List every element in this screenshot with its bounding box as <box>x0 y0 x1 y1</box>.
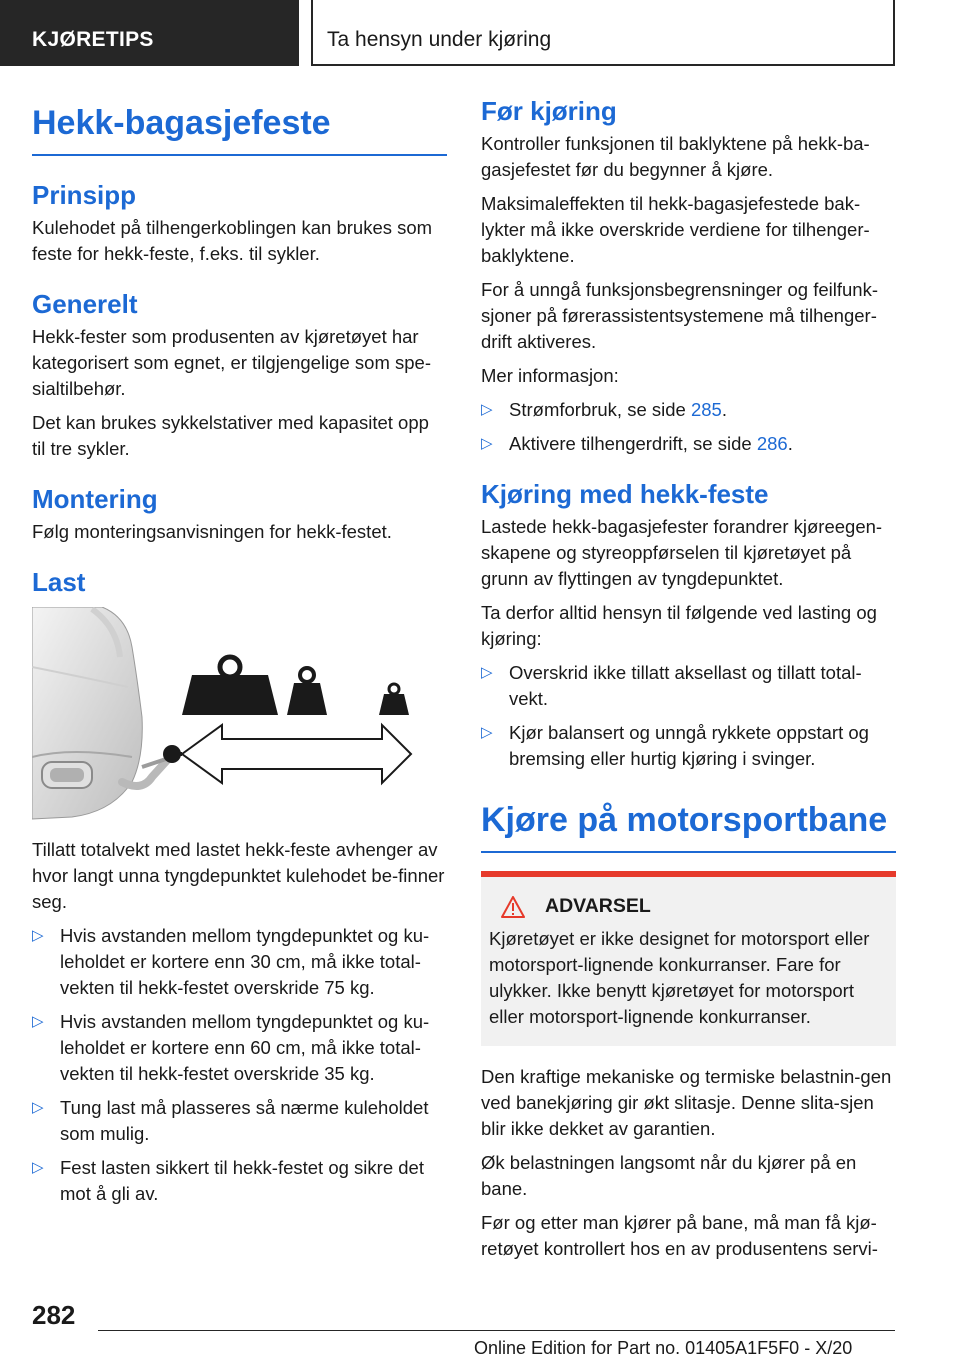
load-illustration <box>32 607 447 825</box>
load-diagram-image <box>32 607 447 825</box>
motorsport-title: Kjøre på motorsportbane <box>481 800 896 853</box>
section-tab: KJØRETIPS <box>0 0 299 66</box>
weight-medium-icon <box>287 668 327 715</box>
triangle-right-icon: ▷ <box>32 1098 44 1116</box>
list-item: ▷ Hvis avstanden mellom tyngdepunktet og ku-leholdet er kortere enn 30 cm, må ikke total-vekten til hekk-festet overskride 75 kg. <box>32 924 430 998</box>
heading-prinsipp: Prinsipp <box>32 179 137 210</box>
edition-text: Online Edition for Part no. 01405A1F5F0 - X/20 <box>474 1338 853 1358</box>
warning-triangle-icon <box>501 896 525 918</box>
list-item: ▷ Tung last må plasseres så nærme kuleholdet som mulig. <box>32 1096 429 1144</box>
triangle-right-icon: ▷ <box>32 1158 44 1176</box>
heading-kjoring-hekk: Kjøring med hekk-feste <box>481 479 769 510</box>
distance-arrow <box>182 725 411 783</box>
kjoring-hekk-list <box>481 660 896 772</box>
triangle-right-icon: ▷ <box>481 724 493 742</box>
list-item: ▷ Fest lasten sikkert til hekk-festet og sikre det mot å gli av. <box>32 1156 424 1204</box>
info-list <box>481 397 896 457</box>
warning-text: Kjøretøyet er ikke designet for motorsport eller motorsport-lignende konkurranser. Fare for ulykker. Ikke benytt kjøretøyet for motorsport eller motorsport-lignende konkurranser. <box>489 928 870 1028</box>
page-link-286[interactable]: 286 <box>756 433 788 455</box>
triangle-right-icon: ▷ <box>481 664 493 682</box>
page-link-285[interactable]: 285 <box>690 399 722 421</box>
weight-large-icon <box>182 657 278 715</box>
triangle-right-icon: ▷ <box>481 401 493 419</box>
generelt-text-2: Det kan brukes sykkelstativer med kapasitet opp til tre sykler. <box>32 412 429 460</box>
motorsport-text-2: Øk belastningen langsomt når du kjører på en bane. <box>481 1152 857 1200</box>
list-item: ▷ Overskrid ikke tillatt aksellast og tillatt total-vekt. <box>481 662 862 710</box>
motorsport-text-1: Den kraftige mekaniske og termiske belastnin-gen ved banekjøring gir økt slitasje. Denne slita-sjen blir ikke dekket av garantien. <box>481 1066 892 1140</box>
for-kjoring-text-4: Mer informasjon: <box>481 365 619 387</box>
weight-small-icon <box>379 684 409 715</box>
left-column <box>32 96 447 1215</box>
kjoring-hekk-text-2: Ta derfor alltid hensyn til følgende ved lasting og kjøring: <box>481 602 877 650</box>
chapter-tab: Ta hensyn under kjøring <box>311 0 895 66</box>
warning-box <box>481 871 896 1046</box>
for-kjoring-text-3: For å unngå funksjonsbegrensninger og feilfunk-sjoner på førerassistentsystemene må tilhenger-drift aktiveres. <box>481 279 878 353</box>
page-number: 282 <box>32 1300 76 1330</box>
page-header <box>0 0 960 66</box>
montering-text: Følg monteringsanvisningen for hekk-festet. <box>32 521 392 543</box>
heading-montering: Montering <box>32 484 158 515</box>
list-item: ▷ Strømforbruk, se side 285. <box>481 397 896 423</box>
motorsport-text-3: Før og etter man kjører på bane, må man få kjø-retøyet kontrollert hos en av produsentens servi- <box>481 1212 878 1260</box>
kjoring-hekk-text-1: Lastede hekk-bagasjefester forandrer kjøreegen-skapene og styreoppførselen til kjøretøyet på grunn av flyttingen av tyngdepunktet. <box>481 516 883 590</box>
heading-for-kjoring: Før kjøring <box>481 96 617 126</box>
heading-last: Last <box>32 567 86 598</box>
for-kjoring-text-2: Maksimaleffekten til hekk-bagasjefestede bak-lykter må ikke overskride verdiene for tilhenger-baklyktene. <box>481 193 870 267</box>
list-item: ▷ Aktivere tilhengerdrift, se side 286. <box>481 431 896 457</box>
triangle-right-icon: ▷ <box>32 1012 44 1030</box>
right-column <box>481 96 896 1270</box>
triangle-right-icon: ▷ <box>32 926 44 944</box>
warning-label: ADVARSEL <box>545 895 651 918</box>
warning-header <box>489 895 884 918</box>
last-caption: Tillatt totalvekt med lastet hekk-feste avhenger av hvor langt unna tyngdepunktet kulehodet be-finner seg. <box>32 838 445 912</box>
page-title: Hekk-bagasjefeste <box>32 103 447 156</box>
footer-divider <box>98 1330 895 1331</box>
heading-generelt: Generelt <box>32 288 138 319</box>
generelt-text-1: Hekk-fester som produsenten av kjøretøyet har kategorisert som egnet, er tilgjengelige som spe-sialtilbehør. <box>32 326 431 400</box>
list-item: ▷ Hvis avstanden mellom tyngdepunktet og ku-leholdet er kortere enn 60 cm, må ikke total-vekten til hekk-festet overskride 35 kg. <box>32 1010 430 1084</box>
triangle-right-icon: ▷ <box>481 435 493 453</box>
last-list <box>32 923 447 1207</box>
list-item: ▷ Kjør balansert og unngå rykkete oppstart og bremsing eller hurtig kjøring i svinger. <box>481 722 869 770</box>
for-kjoring-text-1: Kontroller funksjonen til baklyktene på hekk-ba-gasjefestet før du begynner å kjøre. <box>481 133 870 181</box>
prinsipp-text: Kulehodet på tilhengerkoblingen kan brukes som feste for hekk-feste, f.eks. til sykler. <box>32 216 433 264</box>
